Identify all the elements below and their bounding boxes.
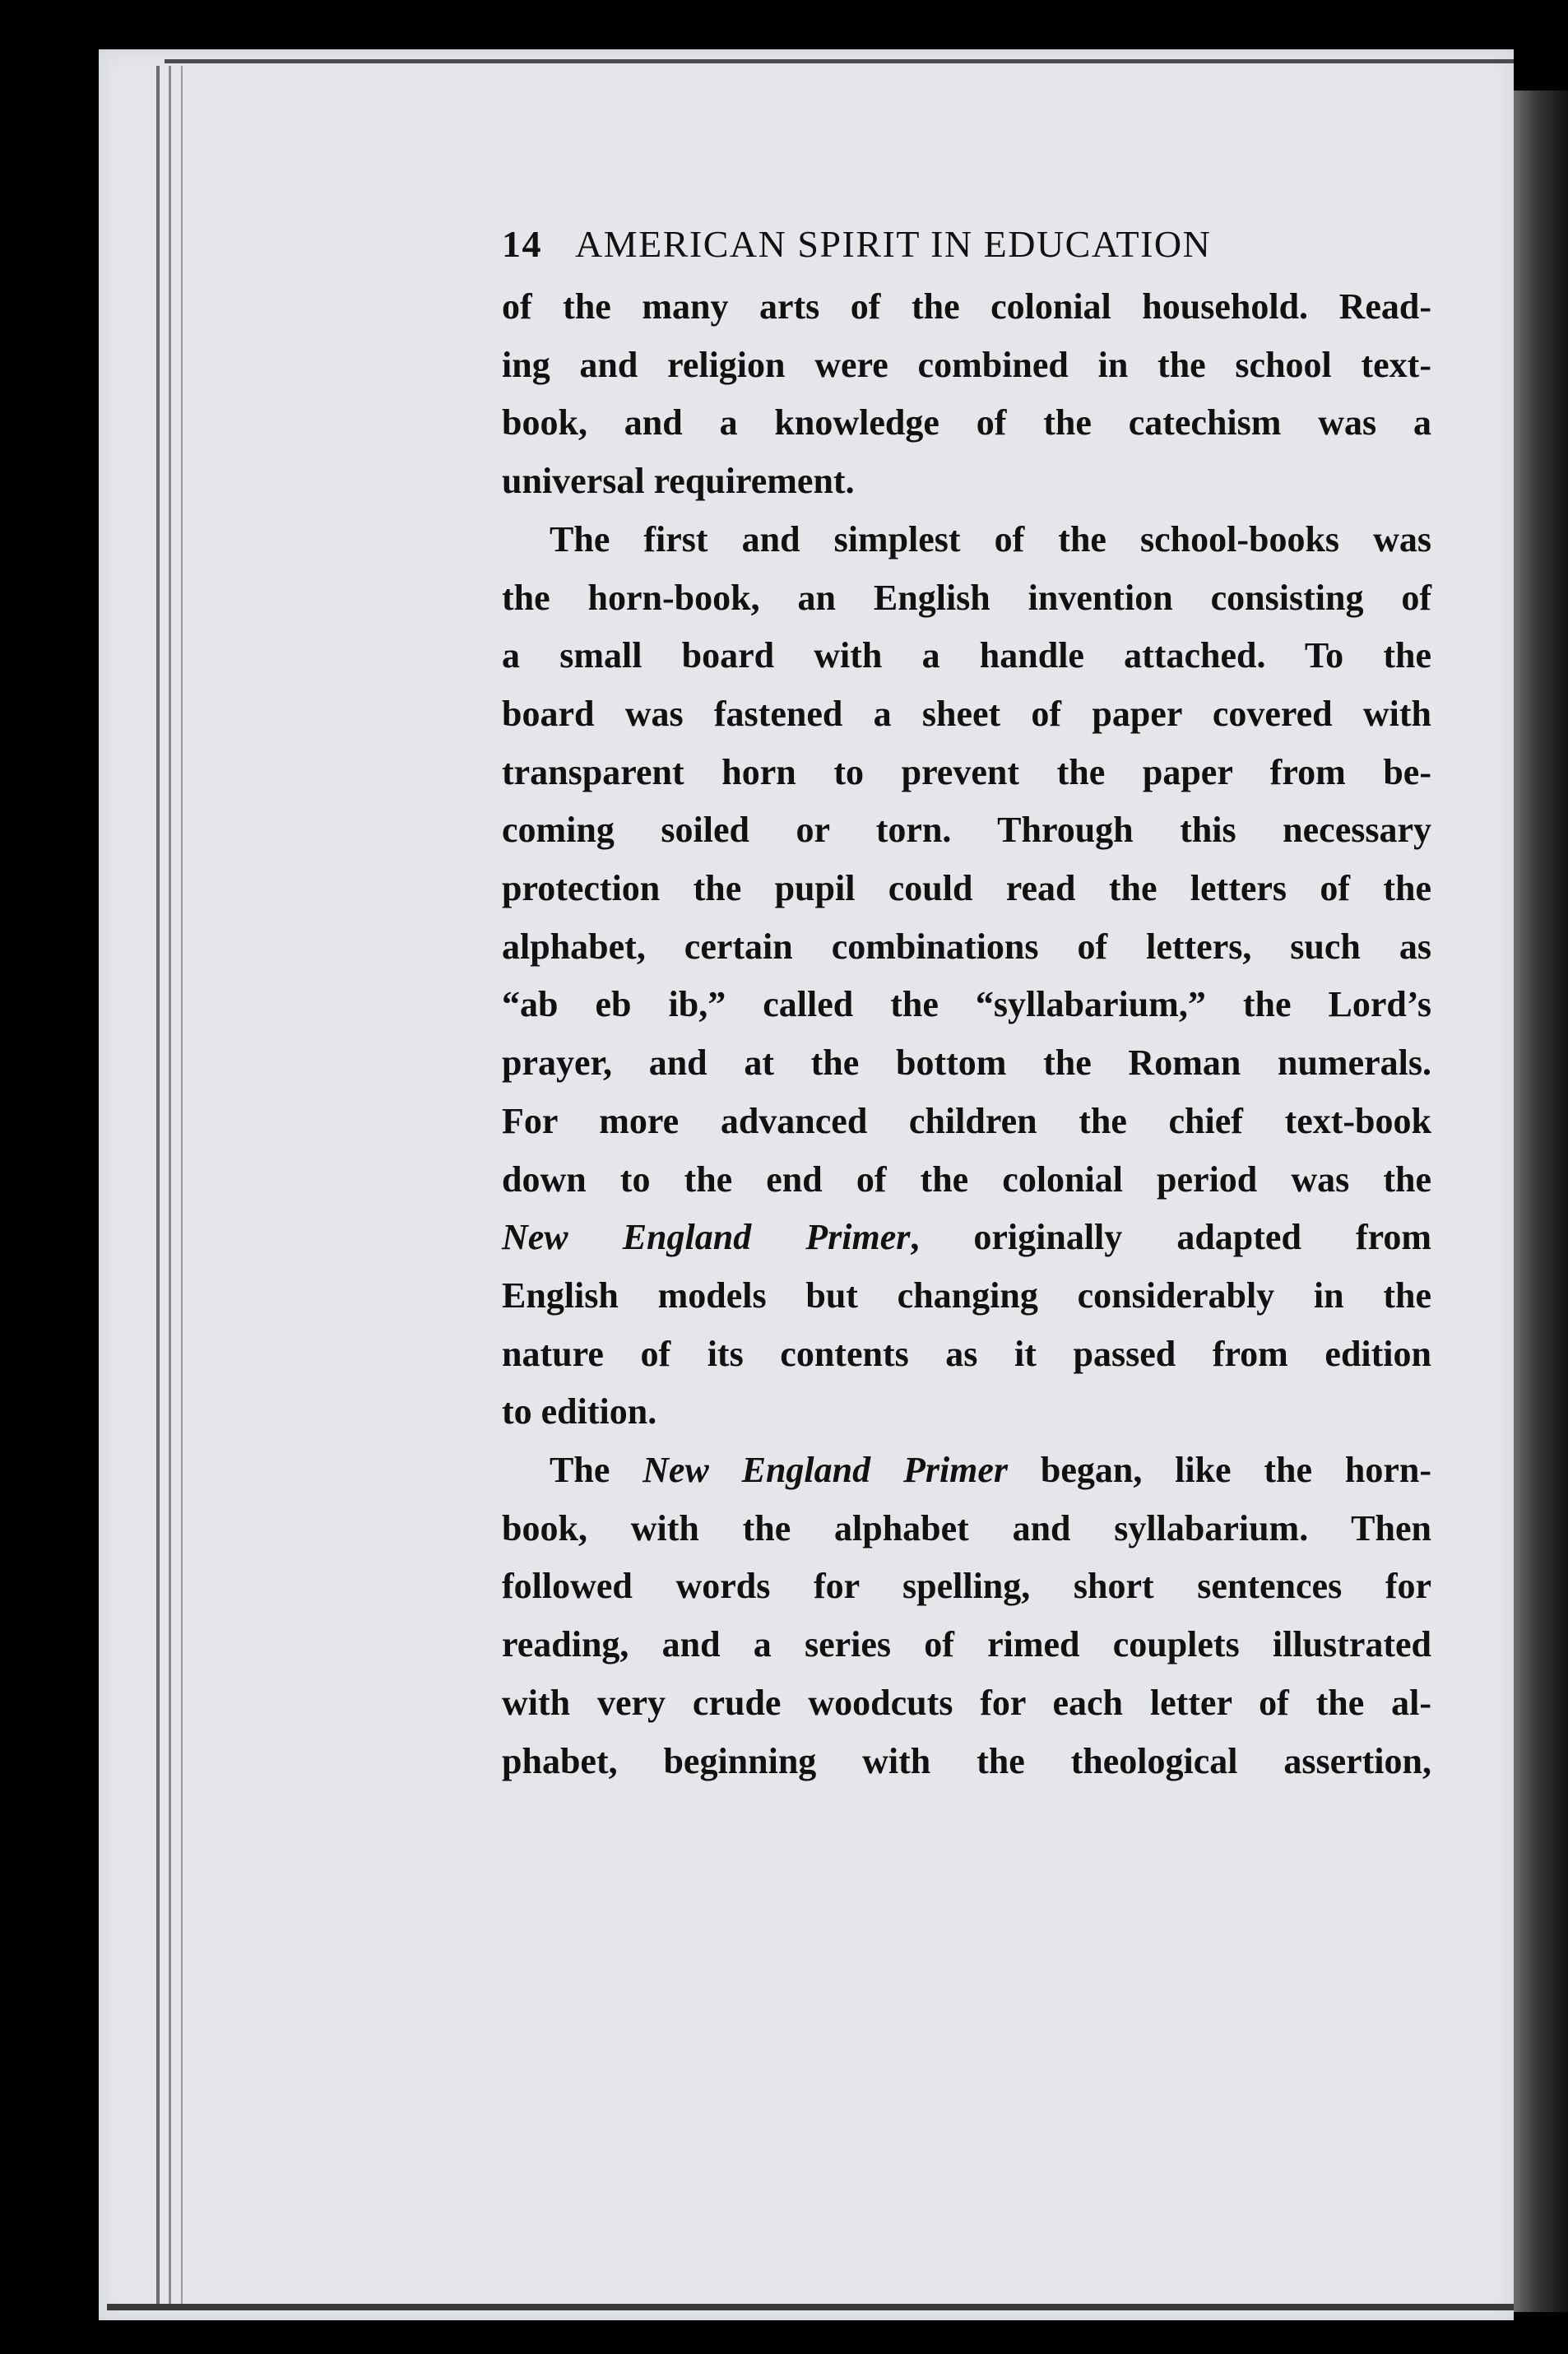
running-title: AMERICAN SPIRIT IN EDUCATION: [575, 223, 1212, 265]
page-top-edge: [165, 59, 1514, 63]
text-line: reading, and a series of rimed couplets illustrated: [502, 1624, 1431, 1665]
page-number: 14: [502, 223, 542, 265]
text-line: protection the pupil could read the letters of the: [502, 868, 1431, 909]
text-block: [502, 216, 1431, 1790]
text-line: The New England Primer began, like the horn-: [550, 1450, 1431, 1491]
paragraph: [502, 511, 1431, 1442]
text-line: of the many arts of the colonial household. Read-: [502, 286, 1431, 327]
text-line: followed words for spelling, short sentences for: [502, 1566, 1431, 1607]
text-line: alphabet, certain combinations of letters, such as: [502, 926, 1431, 967]
page-bottom-edge: [107, 2304, 1522, 2310]
text-line: For more advanced children the chief text-book: [502, 1100, 1431, 1141]
text-line: to edition.: [502, 1391, 657, 1432]
right-page-edge: [1514, 91, 1568, 2312]
text-line: prayer, and at the bottom the Roman numerals.: [502, 1042, 1431, 1084]
text-line: with very crude woodcuts for each letter of the al-: [502, 1682, 1431, 1723]
paragraph: [502, 1442, 1431, 1790]
text-line: New England Primer, originally adapted from: [502, 1217, 1431, 1258]
text-line: universal requirement.: [502, 461, 855, 502]
text-line: nature of its contents as it passed from edition: [502, 1333, 1431, 1374]
binding-edge: [156, 66, 160, 2304]
text-line: ing and religion were combined in the school text-: [502, 344, 1431, 385]
book-title-italic: New England Primer: [502, 1217, 911, 1258]
text-line: board was fastened a sheet of paper covered with: [502, 693, 1431, 734]
running-head: [502, 216, 1431, 273]
text-line: The first and simplest of the school-books was: [550, 518, 1431, 559]
book-title-italic: New England Primer: [643, 1450, 1009, 1491]
text-line: transparent horn to prevent the paper from be-: [502, 751, 1431, 792]
text-line: English models but changing considerably in the: [502, 1275, 1431, 1316]
text-line: a small board with a handle attached. To the: [502, 635, 1431, 676]
text-line: the horn-book, an English invention consisting of: [502, 577, 1431, 618]
text-line: “ab eb ib,” called the “syllabarium,” the Lord’s: [502, 984, 1431, 1025]
text-line: down to the end of the colonial period was the: [502, 1158, 1431, 1200]
binding-edge: [181, 66, 183, 2304]
binding-edge: [169, 66, 171, 2304]
text-line: coming soiled or torn. Through this necessary: [502, 810, 1431, 851]
paragraph: [502, 278, 1431, 511]
text-line: book, with the alphabet and syllabarium. Then: [502, 1507, 1431, 1548]
text-line: phabet, beginning with the theological assertion,: [502, 1740, 1431, 1781]
text-line: book, and a knowledge of the catechism was a: [502, 402, 1431, 443]
